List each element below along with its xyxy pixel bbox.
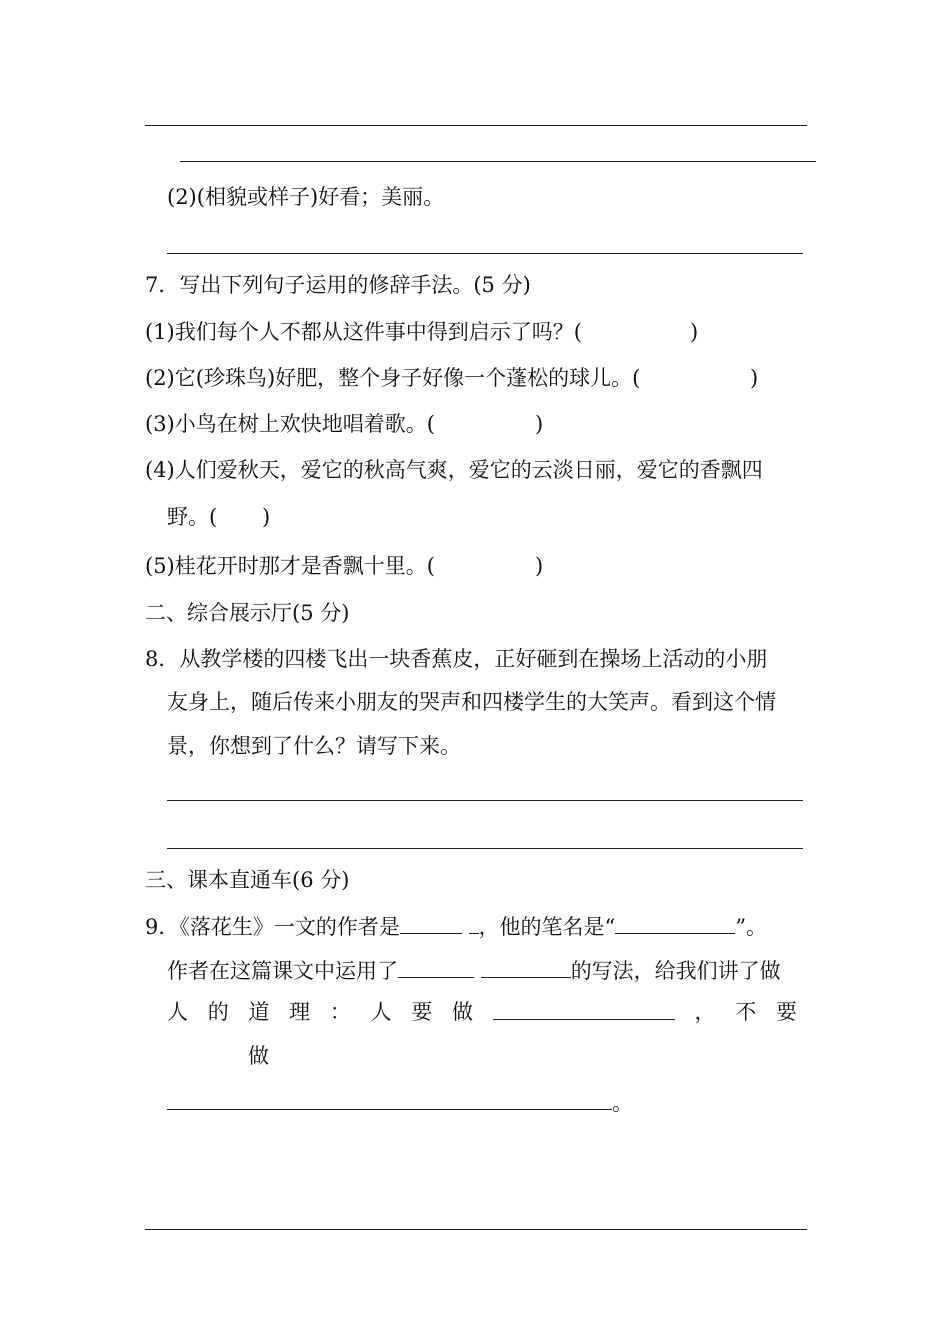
q7-answer-4-close[interactable]: ) xyxy=(262,505,271,529)
q9-technique-blank-1[interactable] xyxy=(398,957,474,978)
q9-line-2 xyxy=(167,957,781,984)
q9-char: 人 xyxy=(167,1000,188,1024)
q9-line-4: 做 xyxy=(248,1044,269,1068)
q9-char: 不 xyxy=(735,1000,757,1024)
definition-item-2: (2)(相貌或样子)好看；美丽。 xyxy=(167,185,445,209)
q9-line-2-b: 的写法，给我们讲了做 xyxy=(570,959,781,983)
q7-answer-3-close[interactable]: ) xyxy=(535,412,544,436)
q9-char: 道 xyxy=(248,1000,270,1024)
q9-should-not-do-blank[interactable] xyxy=(167,1109,612,1110)
q8-line-2: 友身上，随后传来小朋友的哭声和四楼学生的大笑声。看到这个情 xyxy=(167,690,776,714)
q9-end-1: ”。 xyxy=(735,915,768,939)
q7-header: 7．写出下列句子运用的修辞手法。(5 分) xyxy=(145,273,531,297)
q9-technique-blank-2[interactable] xyxy=(481,957,571,978)
q9-author-blank[interactable] xyxy=(400,913,462,934)
q9-should-do-blank[interactable] xyxy=(493,999,675,1020)
q8-line-3: 景，你想到了什么？请写下来。 xyxy=(167,734,461,758)
q9-char: 的 xyxy=(207,1000,229,1024)
answer-line-top-1[interactable] xyxy=(145,125,807,126)
q9-char: 人 xyxy=(370,1000,392,1024)
q9-line-2-a: 作者在这篇课文中运用了 xyxy=(167,959,398,983)
answer-line-top-3[interactable] xyxy=(167,253,803,254)
q7-sentence-2: (2)它(珍珠鸟)好肥，整个身子好像一个蓬松的球儿。( xyxy=(145,366,641,390)
q9-comma: ， xyxy=(694,1000,716,1024)
q8-answer-line-2[interactable] xyxy=(167,848,803,849)
answer-line-top-2[interactable] xyxy=(180,161,816,162)
q9-char: 要 xyxy=(411,1000,433,1024)
section-2-title: 二、综合展示厅(5 分) xyxy=(145,601,350,625)
section-3-title: 三、课本直通车(6 分) xyxy=(145,868,350,892)
q9-char: 做 xyxy=(452,1000,474,1024)
q9-period: 。 xyxy=(612,1091,633,1115)
q9-prefix: 9．《落花生》一文的作者是 xyxy=(145,915,400,939)
q9-penname-blank[interactable] xyxy=(615,913,735,934)
q7-answer-1-close[interactable]: ) xyxy=(690,320,699,344)
q7-sentence-4-line-1: (4)人们爱秋天，爱它的秋高气爽，爱它的云淡日丽，爱它的香飘四 xyxy=(145,458,763,482)
answer-line-bottom[interactable] xyxy=(145,1229,807,1230)
q7-sentence-3: (3)小鸟在树上欢快地唱着歌。( xyxy=(145,412,435,436)
q7-sentence-5: (5)桂花开时那才是香飘十里。( xyxy=(145,554,435,578)
q7-sentence-1: (1)我们每个人不都从这件事中得到启示了吗？( xyxy=(145,320,582,344)
q7-sentence-4-line-2: 野。( xyxy=(167,505,218,529)
q8-answer-line-1[interactable] xyxy=(167,800,803,801)
q9-author-blank-tail[interactable] xyxy=(469,913,479,934)
q8-line-1: 8．从教学楼的四楼飞出一块香蕉皮，正好砸到在操场上活动的小朋 xyxy=(145,647,768,671)
q7-answer-5-close[interactable]: ) xyxy=(535,554,544,578)
q7-answer-2-close[interactable]: ) xyxy=(750,366,759,390)
q9-char: ： xyxy=(329,1000,351,1024)
q9-char: 要 xyxy=(775,1000,797,1024)
q9-char: 理 xyxy=(289,1000,311,1024)
q9-mid-1: ，他的笔名是“ xyxy=(478,915,616,939)
q9-line-3 xyxy=(167,999,797,1025)
q9-line-1 xyxy=(145,913,767,940)
